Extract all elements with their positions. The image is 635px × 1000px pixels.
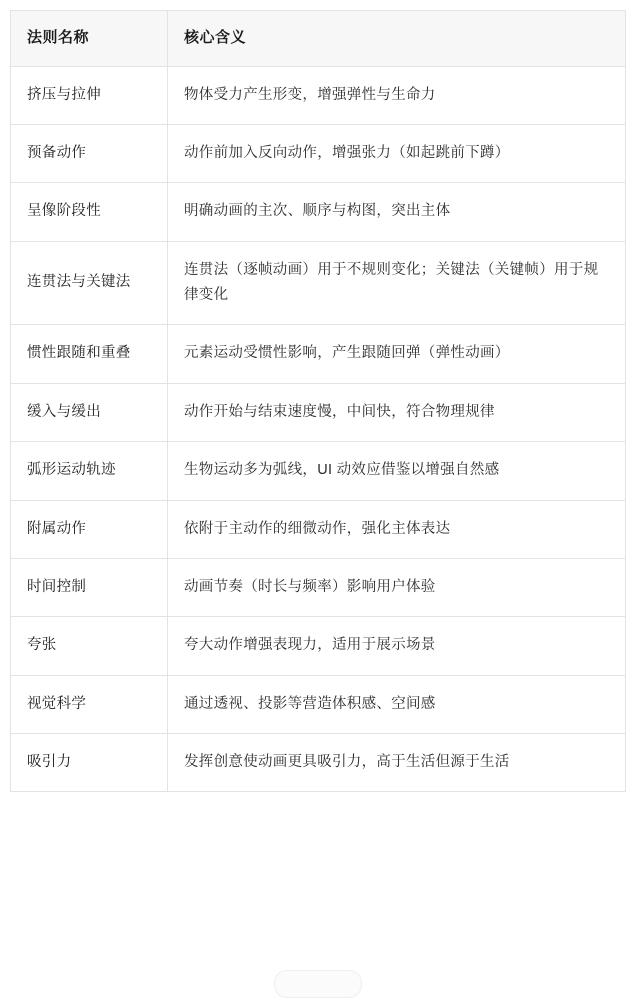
table-row (11, 66, 626, 124)
table-row (11, 183, 626, 241)
cell-principle-meaning: 动作开始与结束速度慢，中间快，符合物理规律 (168, 383, 626, 441)
cell-principle-name: 缓入与缓出 (11, 383, 168, 441)
table-header (11, 11, 626, 67)
animation-principles-table (10, 10, 626, 792)
table-header-row (11, 11, 626, 67)
table-row (11, 383, 626, 441)
cell-principle-name: 夸张 (11, 617, 168, 675)
cell-principle-name: 附属动作 (11, 500, 168, 558)
cell-principle-meaning: 动作前加入反向动作，增强张力（如起跳前下蹲） (168, 124, 626, 182)
cell-principle-meaning: 依附于主动作的细微动作，强化主体表达 (168, 500, 626, 558)
table-row (11, 500, 626, 558)
cell-principle-name: 挤压与拉伸 (11, 66, 168, 124)
cell-principle-name: 预备动作 (11, 124, 168, 182)
cell-principle-name: 弧形运动轨迹 (11, 442, 168, 500)
column-header-meaning: 核心含义 (168, 11, 626, 67)
table-row (11, 675, 626, 733)
table-row (11, 558, 626, 616)
table-row (11, 442, 626, 500)
cell-principle-meaning: 生物运动多为弧线，UI 动效应借鉴以增强自然感 (168, 442, 626, 500)
cell-principle-meaning: 物体受力产生形变，增强弹性与生命力 (168, 66, 626, 124)
cell-principle-meaning: 动画节奏（时长与频率）影响用户体验 (168, 558, 626, 616)
table-row (11, 734, 626, 792)
cell-principle-meaning: 通过透视、投影等营造体积感、空间感 (168, 675, 626, 733)
scroll-indicator (274, 970, 362, 998)
cell-principle-meaning: 明确动画的主次、顺序与构图，突出主体 (168, 183, 626, 241)
cell-principle-meaning: 夸大动作增强表现力，适用于展示场景 (168, 617, 626, 675)
cell-principle-name: 视觉科学 (11, 675, 168, 733)
cell-principle-name: 惯性跟随和重叠 (11, 325, 168, 383)
table-row (11, 124, 626, 182)
table-row (11, 617, 626, 675)
cell-principle-meaning: 发挥创意使动画更具吸引力，高于生活但源于生活 (168, 734, 626, 792)
table-row (11, 241, 626, 325)
column-header-name: 法则名称 (11, 11, 168, 67)
cell-principle-name: 吸引力 (11, 734, 168, 792)
table-body (11, 66, 626, 792)
cell-principle-name: 连贯法与关键法 (11, 241, 168, 325)
cell-principle-meaning: 元素运动受惯性影响，产生跟随回弹（弹性动画） (168, 325, 626, 383)
table-row (11, 325, 626, 383)
cell-principle-meaning: 连贯法（逐帧动画）用于不规则变化；关键法（关键帧）用于规律变化 (168, 241, 626, 325)
cell-principle-name: 呈像阶段性 (11, 183, 168, 241)
cell-principle-name: 时间控制 (11, 558, 168, 616)
